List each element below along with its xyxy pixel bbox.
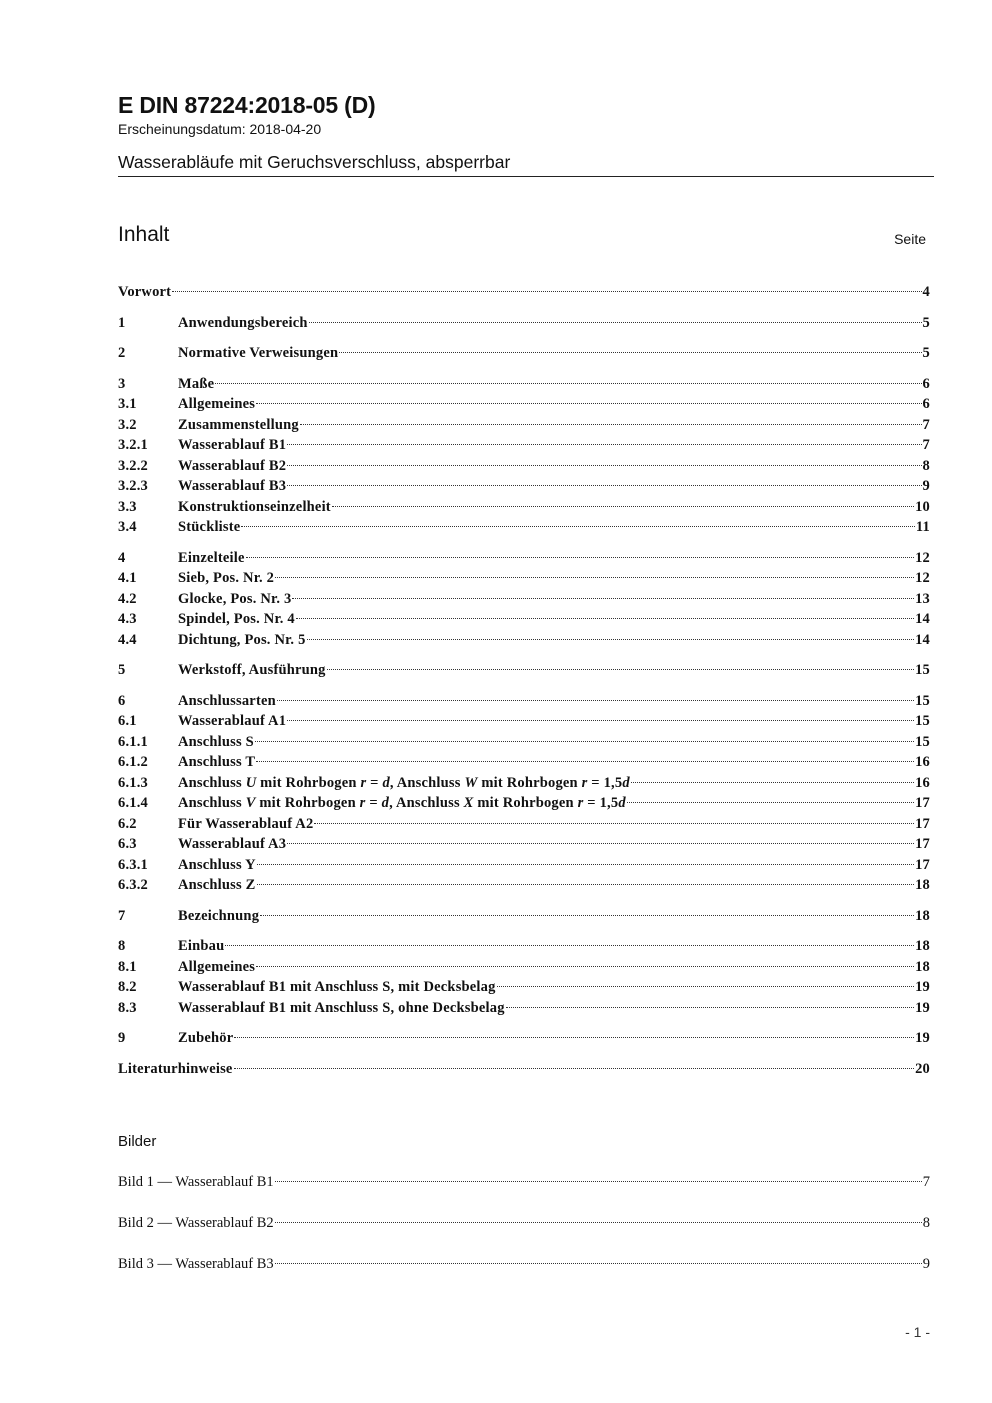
toc-entry[interactable] bbox=[118, 906, 930, 927]
toc-entry[interactable] bbox=[118, 630, 930, 651]
figure-entry-page: 8 bbox=[922, 1215, 930, 1231]
toc-entry-page: 18 bbox=[915, 938, 930, 954]
toc-leader-dots bbox=[287, 843, 914, 844]
toc-entry[interactable] bbox=[118, 313, 930, 334]
toc-entry-number: 6.2 bbox=[118, 815, 137, 832]
toc-entry[interactable] bbox=[118, 957, 930, 978]
toc-entry-number: 9 bbox=[118, 1030, 126, 1046]
figure-entry-page: 7 bbox=[922, 1174, 930, 1190]
toc-leader-dots bbox=[627, 802, 914, 803]
toc-leader-dots bbox=[246, 557, 914, 558]
toc-entry-label: Vorwort bbox=[118, 284, 172, 300]
toc-entry[interactable] bbox=[118, 517, 930, 538]
toc-entry[interactable] bbox=[118, 609, 930, 630]
toc-page-column-label: Seite bbox=[894, 231, 926, 247]
toc-entry-page: 5 bbox=[922, 345, 930, 361]
toc-leader-dots bbox=[307, 639, 915, 640]
toc-entry-number: 8.1 bbox=[118, 958, 137, 975]
toc-entry-page: 10 bbox=[915, 498, 930, 515]
toc-entry-page: 16 bbox=[915, 774, 930, 791]
toc-entry-label: Normative Verweisungen bbox=[178, 345, 339, 361]
toc-entry-page: 14 bbox=[915, 611, 930, 627]
toc-entry-label: Stückliste bbox=[178, 519, 241, 535]
toc-leader-dots bbox=[275, 577, 914, 578]
toc-entry-page: 12 bbox=[915, 570, 930, 586]
toc-entry-page: 16 bbox=[915, 754, 930, 770]
toc-entry-number: 3.3 bbox=[118, 498, 137, 515]
toc-entry-page: 6 bbox=[922, 375, 930, 392]
toc-entry[interactable] bbox=[118, 691, 930, 712]
toc-entry-page: 6 bbox=[922, 396, 930, 412]
toc-entry-page: 18 bbox=[915, 958, 930, 975]
toc-title: Inhalt bbox=[118, 223, 170, 246]
toc-entry-number: 2 bbox=[118, 345, 126, 361]
toc-entry[interactable] bbox=[118, 394, 930, 415]
toc-entry[interactable] bbox=[118, 977, 930, 998]
toc-leader-dots bbox=[260, 915, 914, 916]
page-header bbox=[118, 92, 934, 177]
toc-entry[interactable] bbox=[118, 282, 930, 303]
table-of-contents bbox=[118, 282, 930, 1079]
toc-entry-number: 4 bbox=[118, 549, 126, 566]
toc-leader-dots bbox=[215, 383, 921, 384]
toc-entry-page: 17 bbox=[915, 836, 930, 852]
toc-entry-label: Glocke, Pos. Nr. 3 bbox=[178, 590, 292, 607]
toc-entry-number: 6.1.2 bbox=[118, 754, 148, 770]
toc-leader-dots bbox=[292, 598, 914, 599]
toc-entry-number: 5 bbox=[118, 662, 126, 678]
toc-entry-number: 1 bbox=[118, 314, 126, 331]
toc-entry-page: 19 bbox=[915, 979, 930, 995]
toc-entry-number: 3.2.2 bbox=[118, 457, 148, 474]
figure-entry[interactable] bbox=[118, 1172, 930, 1192]
toc-leader-dots bbox=[234, 1037, 914, 1038]
toc-entry-page: 18 bbox=[915, 877, 930, 893]
toc-entry-number: 6.3 bbox=[118, 836, 137, 852]
toc-entry-number: 8.2 bbox=[118, 979, 137, 995]
toc-entry-number: 8 bbox=[118, 938, 126, 954]
toc-entry[interactable] bbox=[118, 732, 930, 753]
toc-entry[interactable] bbox=[118, 343, 930, 364]
toc-entry[interactable] bbox=[118, 793, 930, 814]
toc-leader-dots bbox=[497, 986, 915, 987]
toc-entry-number: 6.3.1 bbox=[118, 856, 148, 873]
toc-leader-dots bbox=[241, 526, 914, 527]
toc-entry-page: 14 bbox=[915, 631, 930, 648]
list-of-figures bbox=[118, 1172, 930, 1295]
figures-heading: Bilder bbox=[118, 1133, 157, 1150]
toc-entry[interactable] bbox=[118, 435, 930, 456]
toc-leader-dots bbox=[225, 945, 914, 946]
toc-entry-label: Anschlussarten bbox=[178, 692, 276, 709]
toc-leader-dots bbox=[257, 864, 914, 865]
toc-leader-dots bbox=[172, 291, 921, 292]
toc-entry-page: 7 bbox=[922, 416, 930, 433]
toc-entry-label: Maße bbox=[178, 375, 215, 392]
toc-entry-number: 7 bbox=[118, 907, 126, 924]
toc-leader-dots bbox=[287, 720, 914, 721]
toc-leader-dots bbox=[327, 669, 914, 670]
toc-entry-page: 8 bbox=[922, 457, 930, 474]
toc-entry-number: 6.1.1 bbox=[118, 733, 148, 750]
toc-entry[interactable] bbox=[118, 476, 930, 497]
toc-entry-page: 5 bbox=[922, 314, 930, 331]
toc-entry[interactable] bbox=[118, 834, 930, 855]
toc-entry-page: 12 bbox=[915, 549, 930, 566]
toc-entry-label: Allgemeines bbox=[178, 958, 256, 975]
toc-leader-dots bbox=[257, 884, 915, 885]
toc-entry-page: 19 bbox=[915, 999, 930, 1016]
toc-entry-label: Wasserablauf A3 bbox=[178, 836, 287, 852]
toc-leader-dots bbox=[339, 352, 921, 353]
toc-entry-page: 9 bbox=[922, 478, 930, 494]
toc-entry-number: 3 bbox=[118, 375, 126, 392]
toc-leader-dots bbox=[332, 506, 914, 507]
toc-entry[interactable] bbox=[118, 752, 930, 773]
toc-entry-page: 18 bbox=[915, 907, 930, 924]
toc-entry[interactable] bbox=[118, 548, 930, 569]
toc-leader-dots bbox=[314, 823, 914, 824]
toc-leader-dots bbox=[287, 485, 921, 486]
toc-leader-dots bbox=[256, 403, 921, 404]
toc-entry[interactable] bbox=[118, 936, 930, 957]
toc-entry-label: Wasserablauf B1 mit Anschluss S, ohne Decksbelag bbox=[178, 999, 505, 1016]
toc-entry[interactable] bbox=[118, 1059, 930, 1080]
figure-entry-label: Bild 3 — Wasserablauf B3 bbox=[118, 1256, 274, 1272]
toc-entry-page: 15 bbox=[915, 713, 930, 729]
toc-leader-dots bbox=[300, 424, 922, 425]
toc-entry-page: 15 bbox=[915, 662, 930, 678]
figure-entry-page: 9 bbox=[922, 1256, 930, 1272]
publication-date: Erscheinungsdatum: 2018-04-20 bbox=[118, 121, 322, 137]
figure-leader-dots bbox=[275, 1222, 922, 1223]
toc-entry-label: Wasserablauf A1 bbox=[178, 713, 287, 729]
toc-leader-dots bbox=[287, 444, 921, 445]
toc-entry[interactable] bbox=[118, 568, 930, 589]
toc-entry[interactable] bbox=[118, 711, 930, 732]
figure-entry-label: Bild 1 — Wasserablauf B1 bbox=[118, 1174, 274, 1190]
toc-entry-page: 15 bbox=[915, 733, 930, 750]
toc-entry-label: Zusammenstellung bbox=[178, 416, 299, 433]
toc-leader-dots bbox=[309, 322, 922, 323]
toc-entry-label: Anschluss Y bbox=[178, 856, 256, 873]
toc-entry-label: Einzelteile bbox=[178, 549, 245, 566]
toc-entry-number: 3.4 bbox=[118, 519, 137, 535]
toc-entry-number: 4.2 bbox=[118, 590, 137, 607]
toc-entry-page: 4 bbox=[922, 284, 930, 300]
toc-entry[interactable] bbox=[118, 998, 930, 1019]
toc-leader-dots bbox=[255, 741, 914, 742]
toc-entry-label: Dichtung, Pos. Nr. 5 bbox=[178, 631, 306, 648]
toc-entry-label: Anschluss U mit Rohrbogen r = d, Anschluss W mit Rohrbogen r = 1,5d bbox=[178, 774, 630, 791]
toc-leader-dots bbox=[277, 700, 914, 701]
toc-entry-number: 3.2.3 bbox=[118, 478, 148, 494]
toc-entry-number: 3.2.1 bbox=[118, 437, 148, 453]
toc-entry[interactable] bbox=[118, 875, 930, 896]
toc-entry-label: Bezeichnung bbox=[178, 907, 260, 924]
toc-entry-page: 17 bbox=[915, 815, 930, 832]
toc-leader-dots bbox=[256, 966, 914, 967]
toc-entry[interactable] bbox=[118, 456, 930, 477]
toc-entry-page: 7 bbox=[922, 437, 930, 453]
toc-entry-number: 6.3.2 bbox=[118, 877, 148, 893]
toc-entry[interactable] bbox=[118, 497, 930, 518]
toc-entry-label: Wasserablauf B2 bbox=[178, 457, 287, 474]
toc-entry[interactable] bbox=[118, 773, 930, 794]
toc-entry-label: Anwendungsbereich bbox=[178, 314, 308, 331]
toc-entry-page: 19 bbox=[915, 1030, 930, 1046]
toc-entry-label: Wasserablauf B1 mit Anschluss S, mit Decksbelag bbox=[178, 979, 496, 995]
toc-entry-page: 11 bbox=[915, 519, 930, 535]
toc-entry-number: 6 bbox=[118, 692, 126, 709]
toc-entry[interactable] bbox=[118, 855, 930, 876]
toc-entry[interactable] bbox=[118, 660, 930, 681]
toc-entry-number: 6.1 bbox=[118, 713, 137, 729]
page-number: - 1 - bbox=[905, 1324, 930, 1340]
figure-entry[interactable] bbox=[118, 1213, 930, 1233]
toc-entry-label: Allgemeines bbox=[178, 396, 256, 412]
toc-entry-page: 20 bbox=[915, 1060, 930, 1077]
figure-leader-dots bbox=[275, 1181, 922, 1182]
toc-heading bbox=[118, 223, 926, 253]
figure-leader-dots bbox=[275, 1263, 922, 1264]
toc-entry[interactable] bbox=[118, 814, 930, 835]
toc-entry-number: 6.1.3 bbox=[118, 774, 148, 791]
toc-entry-label: Wasserablauf B3 bbox=[178, 478, 287, 494]
figure-entry[interactable] bbox=[118, 1254, 930, 1274]
toc-entry[interactable] bbox=[118, 589, 930, 610]
document-title: Wasserabläufe mit Geruchsverschluss, absperrbar bbox=[118, 151, 934, 177]
toc-entry-label: Anschluss Z bbox=[178, 877, 256, 893]
toc-entry-number: 4.1 bbox=[118, 570, 137, 586]
toc-leader-dots bbox=[256, 761, 914, 762]
toc-entry-number: 8.3 bbox=[118, 999, 137, 1016]
figure-entry-label: Bild 2 — Wasserablauf B2 bbox=[118, 1215, 274, 1231]
toc-entry-label: Anschluss V mit Rohrbogen r = d, Anschluss X mit Rohrbogen r = 1,5d bbox=[178, 795, 626, 811]
toc-entry-label: Werkstoff, Ausführung bbox=[178, 662, 326, 678]
toc-entry-page: 15 bbox=[915, 692, 930, 709]
toc-entry-label: Anschluss S bbox=[178, 733, 254, 750]
toc-entry-number: 4.3 bbox=[118, 611, 137, 627]
toc-entry-label: Einbau bbox=[178, 938, 225, 954]
toc-entry[interactable] bbox=[118, 415, 930, 436]
toc-entry-label: Wasserablauf B1 bbox=[178, 437, 287, 453]
toc-entry-label: Für Wasserablauf A2 bbox=[178, 815, 314, 832]
toc-entry-number: 6.1.4 bbox=[118, 795, 148, 811]
toc-entry-label: Konstruktionseinzelheit bbox=[178, 498, 331, 515]
toc-entry-page: 13 bbox=[915, 590, 930, 607]
toc-entry-number: 3.2 bbox=[118, 416, 137, 433]
toc-leader-dots bbox=[506, 1007, 914, 1008]
toc-entry-label: Zubehör bbox=[178, 1030, 234, 1046]
toc-leader-dots bbox=[287, 465, 921, 466]
toc-entry-page: 17 bbox=[915, 795, 930, 811]
toc-leader-dots bbox=[631, 782, 914, 783]
toc-leader-dots bbox=[234, 1068, 915, 1069]
toc-entry-label: Literaturhinweise bbox=[118, 1060, 233, 1077]
toc-entry[interactable] bbox=[118, 374, 930, 395]
toc-entry-number: 3.1 bbox=[118, 396, 137, 412]
toc-entry-page: 17 bbox=[915, 856, 930, 873]
toc-entry-label: Spindel, Pos. Nr. 4 bbox=[178, 611, 295, 627]
toc-entry[interactable] bbox=[118, 1028, 930, 1049]
toc-leader-dots bbox=[296, 618, 914, 619]
toc-entry-number: 4.4 bbox=[118, 631, 137, 648]
document-id: E DIN 87224:2018-05 (D) bbox=[118, 92, 376, 118]
toc-entry-label: Sieb, Pos. Nr. 2 bbox=[178, 570, 275, 586]
toc-entry-label: Anschluss T bbox=[178, 754, 256, 770]
